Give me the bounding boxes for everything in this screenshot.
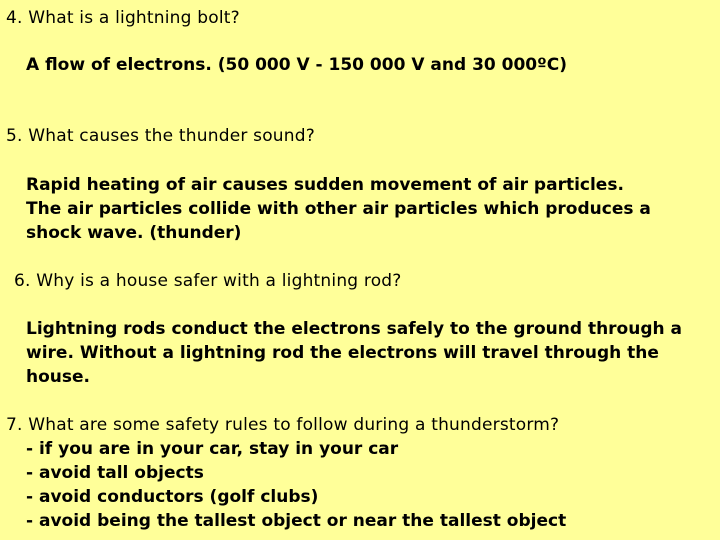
answer-4: A flow of electrons. (50 000 V - 150 000 V and 30 000ºC) — [26, 55, 567, 75]
rule-item: - avoid being the tallest object or near the tallest object — [26, 511, 567, 531]
answer-5-line: shock wave. (thunder) — [26, 223, 242, 243]
answer-5-line: Rapid heating of air causes sudden movement of air particles. — [26, 175, 624, 195]
question-5: 5. What causes the thunder sound? — [6, 126, 315, 146]
answer-6-line: house. — [26, 367, 90, 387]
question-6: 6. Why is a house safer with a lightning rod? — [14, 271, 402, 291]
answer-5-line: The air particles collide with other air particles which produces a — [26, 199, 651, 219]
rule-item: - if you are in your car, stay in your car — [26, 439, 399, 459]
answer-6-line: wire. Without a lightning rod the electrons will travel through the — [26, 343, 659, 363]
question-7: 7. What are some safety rules to follow during a thunderstorm? — [6, 415, 560, 435]
answer-6 — [26, 317, 682, 389]
rule-item: - avoid tall objects — [26, 463, 204, 483]
answer-5 — [26, 173, 651, 245]
answer-6-line: Lightning rods conduct the electrons safely to the ground through a — [26, 319, 682, 339]
rule-item: - avoid conductors (golf clubs) — [26, 487, 319, 507]
answer-7-rules — [26, 437, 566, 533]
question-4: 4. What is a lightning bolt? — [6, 8, 240, 28]
